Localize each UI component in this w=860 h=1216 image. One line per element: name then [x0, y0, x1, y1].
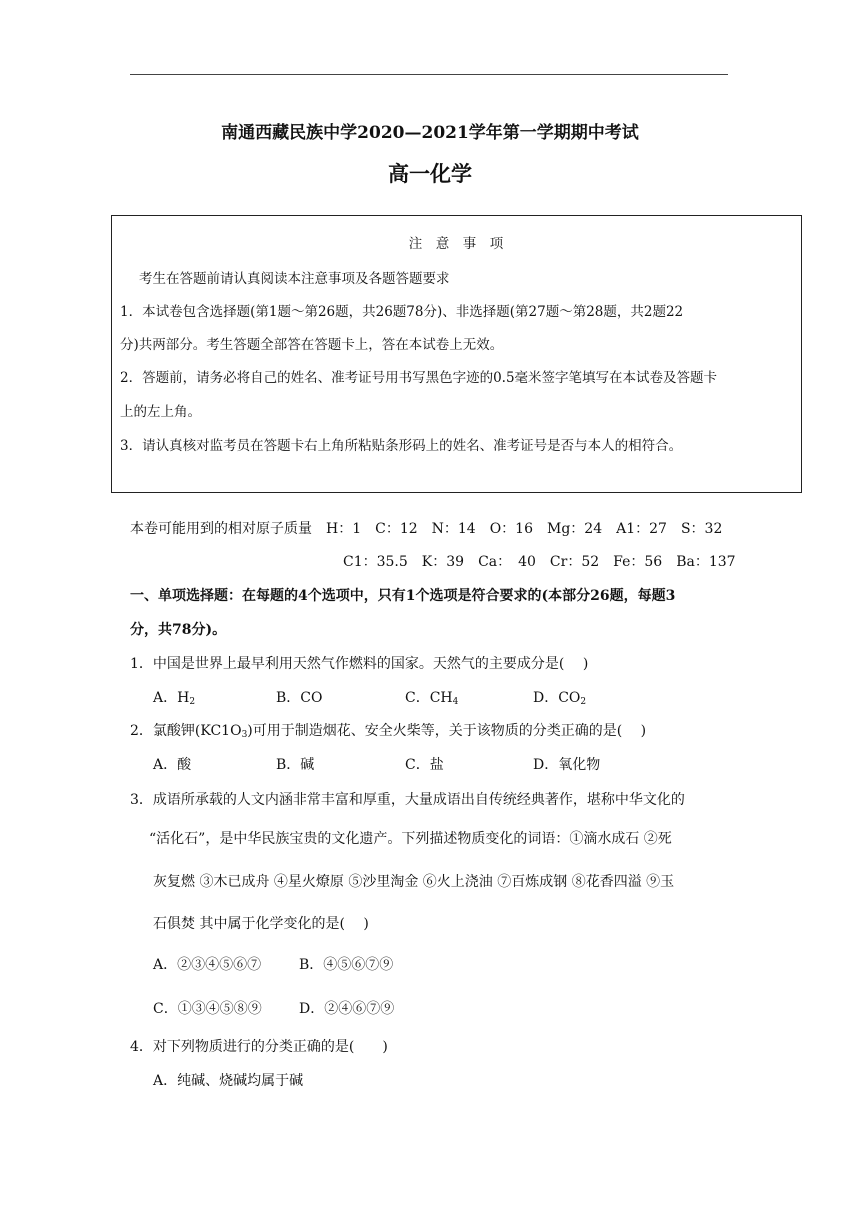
question-3-line-4: 石俱焚 其中属于化学变化的是( ) [153, 916, 369, 932]
question-3-line-3: 灰复燃 ③木已成舟 ④星火燎原 ⑤沙里淘金 ⑥火上浇油 ⑦百炼成钢 ⑧花香四溢 ⑨玉 [153, 874, 675, 890]
question-1-option-b: B．CO [276, 690, 323, 706]
notice-intro: 考生在答题前请认真阅读本注意事项及各题答题要求 [139, 271, 450, 287]
notice-box [111, 215, 802, 493]
question-1-option-c: C．$CH_4$ [405, 690, 459, 707]
notice-item-3: 3．请认真核对监考员在答题卡右上角所粘贴条形码上的姓名、准考证号是否与本人的相符合。 [120, 438, 683, 454]
notice-item-2-line-2: 上的左上角。 [120, 404, 201, 420]
question-3-option-a: A．②③④⑤⑥⑦ [153, 957, 262, 973]
notice-item-1-line-1: 1．本试卷包含选择题(第1题～第26题，共26题78分)、非选择题(第27题～第28题，共2题22 [120, 304, 684, 320]
section-heading-line-1: 一、单项选择题：在每题的4个选项中，只有1个选项是符合要求的(本部分26题，每题3 [130, 588, 676, 604]
question-4-option-a: A．纯碱、烧碱均属于碱 [153, 1073, 304, 1089]
section-heading-line-2: 分，共78分)。 [130, 622, 227, 638]
notice-item-2-line-1: 2．答题前，请务必将自己的姓名、准考证号用书写黑色字迹的0.5毫米签字笔填写在本试卷及答题卡 [120, 370, 718, 386]
question-1-option-a: A．$H_2$ [153, 690, 196, 707]
header-rule [130, 74, 728, 75]
question-1-stem: 1．中国是世界上最早利用天然气作燃料的国家。天然气的主要成分是( ) [130, 656, 589, 672]
atomic-masses-line-1: 本卷可能用到的相对原子质量 H：1 C：12 N：14 O：16 Mg：24 A1：27 S：32 [130, 521, 723, 537]
question-2-option-b: B．碱 [276, 757, 315, 773]
question-3-option-b: B．④⑤⑥⑦⑨ [299, 957, 394, 973]
question-4-stem: 4．对下列物质进行的分类正确的是( ) [130, 1039, 388, 1055]
question-3-line-1: 3．成语所承载的人文内涵非常丰富和厚重，大量成语出自传统经典著作，堪称中华文化的 [130, 792, 685, 808]
question-1-option-d: D．$CO_2$ [533, 690, 587, 707]
question-3-line-2: “活化石”，是中华民族宝贵的文化遗产。下列描述物质变化的词语：①滴水成石 ②死 [149, 831, 672, 847]
question-2-stem: 2．氯酸钾$(KC1O_3)$可用于制造烟花、安全火柴等，关于该物质的分类正确的是( ) [130, 723, 647, 740]
notice-heading: 注 意 事 项 [408, 236, 504, 252]
subject-title: 高一化学 [388, 161, 472, 186]
atomic-masses-line-2: C1：35.5 K：39 Ca： 40 Cr：52 Fe：56 Ba：137 [343, 554, 736, 570]
notice-item-1-line-2: 分)共两部分。考生答题全部答在答题卡上，答在本试卷上无效。 [120, 337, 504, 353]
question-2-option-c: C．盐 [405, 757, 444, 773]
question-3-option-d: D．②④⑥⑦⑨ [299, 1001, 395, 1017]
exam-title: 南通西藏民族中学2020—2021学年第一学期期中考试 [221, 123, 639, 143]
question-2-option-d: D．氧化物 [533, 757, 601, 773]
question-3-option-c: C．①③④⑤⑧⑨ [153, 1001, 262, 1017]
question-2-option-a: A．酸 [153, 757, 192, 773]
